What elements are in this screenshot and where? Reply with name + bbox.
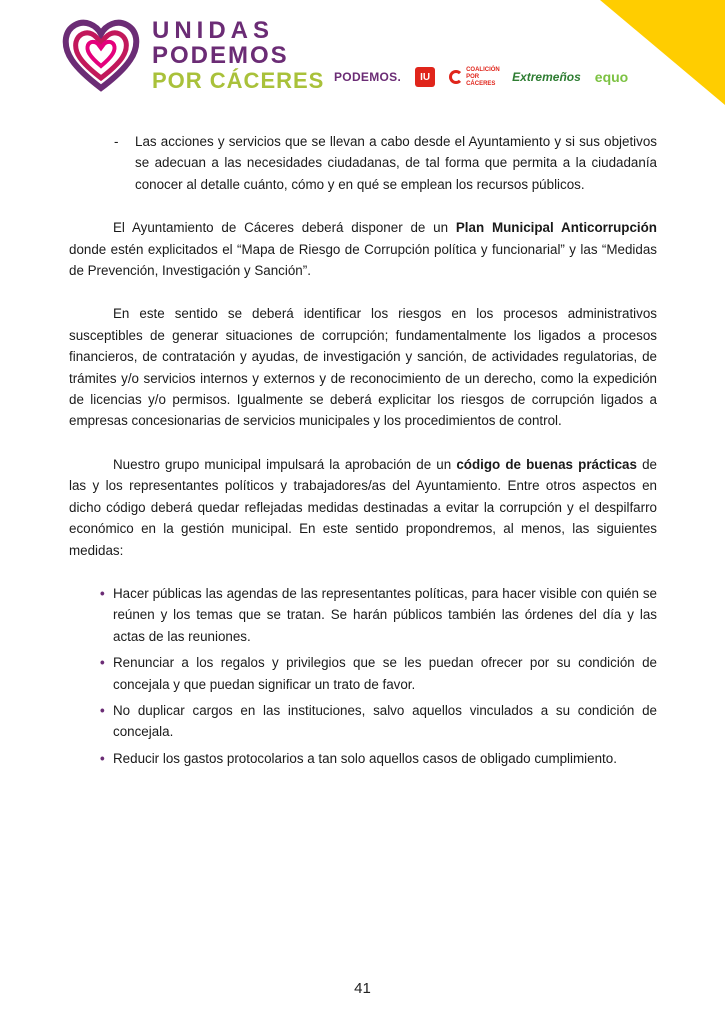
logo-line-2: PODEMOS	[152, 42, 289, 69]
podemos-logo: PODEMOS.	[334, 70, 402, 84]
paragraph-text: El Ayuntamiento de Cáceres deberá disponer de un	[113, 220, 456, 236]
logo-line-1: UNIDAS	[152, 17, 275, 44]
page-header	[62, 14, 662, 94]
list-item-text: Reducir los gastos protocolarios a tan solo aquellos casos de obligado cumplimiento.	[113, 750, 617, 766]
coalicion-text: COALICIÓN POR CÁCERES	[466, 66, 500, 87]
logo-line-3: POR CÁCERES	[152, 68, 325, 93]
partner-logos	[334, 66, 628, 88]
paragraph-plan-anticorrupcion	[69, 217, 657, 281]
paragraph-text: de las y los representantes políticos y trabajadores/as del Ayuntamiento. Entre otros aspectos en dicho código deberá quedar reflejadas medidas destinadas a evitar la corrupción y el despilfarro económico en la gestión municipal. En este sentido propondremos, al menos, las siguientes medidas:	[69, 456, 657, 558]
iu-logo-icon: IU	[415, 67, 435, 87]
page-number: 41	[354, 980, 371, 997]
dash-marker: -	[114, 134, 119, 149]
list-item	[69, 748, 657, 769]
heart-logo-icon	[62, 18, 140, 92]
extremenos-logo: Extremeños	[512, 70, 581, 84]
bullet-icon: •	[100, 585, 105, 601]
bullet-icon: •	[100, 655, 105, 671]
paragraph-text: Nuestro grupo municipal impulsará la aprobación de un	[113, 456, 457, 472]
bullet-icon: •	[100, 750, 105, 766]
paragraph-riesgos: En este sentido se deberá identificar los riesgos en los procesos administrativos susceptibles de generar situaciones de corrupción; fundamentalmente los ligados a procesos financieros, de contratación y ayudas, de investigación y sanción, de actividades regulatorias, de trámites y/o servicios internos y externos y de reconocimiento de un derecho, como la expedición de licencias y/o permisos. Igualmente se deberá explicitar los riesgos de corrupción ligados a empresas concesionarias de servicios municipales y los procedimientos de control.	[69, 306, 657, 429]
dash-item-text: Las acciones y servicios que se llevan a cabo desde el Ayuntamiento y si sus objetivos se adecuan a las necesidades ciudadanas, de tal forma que permita a la ciudadanía conocer al detalle cuánto, cómo y en qué se emplean los recursos públicos.	[135, 134, 657, 192]
bold-term: Plan Municipal Anticorrupción	[455, 220, 657, 236]
list-item	[69, 583, 657, 647]
coalicion-circle-icon	[449, 70, 463, 84]
equo-logo: equo	[594, 69, 629, 85]
dash-list-item	[69, 131, 657, 195]
list-item	[69, 652, 657, 695]
paragraph-codigo	[69, 454, 657, 561]
list-item-text: Hacer públicas las agendas de las representantes políticas, para hacer visible con quién se reúnen y los temas que se tratan. Se harán públicos también las órdenes del día y las actas de las reuniones.	[113, 585, 657, 644]
list-item	[69, 700, 657, 743]
measures-list	[69, 583, 657, 769]
coalicion-logo	[449, 67, 498, 88]
bold-term: código de buenas prácticas	[456, 456, 637, 472]
document-body	[69, 131, 657, 774]
list-item-text: Renunciar a los regalos y privilegios que se les puedan ofrecer por su condición de concejala y que puedan significar un trato de favor.	[113, 655, 657, 692]
paragraph-text: donde estén explicitados el “Mapa de Riesgo de Corrupción política y funcionarial” y las “Medidas de Prevención, Investigación y Sanción”.	[69, 241, 657, 279]
logo-wordmark	[152, 18, 324, 93]
list-item-text: No duplicar cargos en las instituciones, salvo aquellos vinculados a su condición de concejala.	[113, 702, 657, 740]
bullet-icon: •	[100, 702, 105, 718]
